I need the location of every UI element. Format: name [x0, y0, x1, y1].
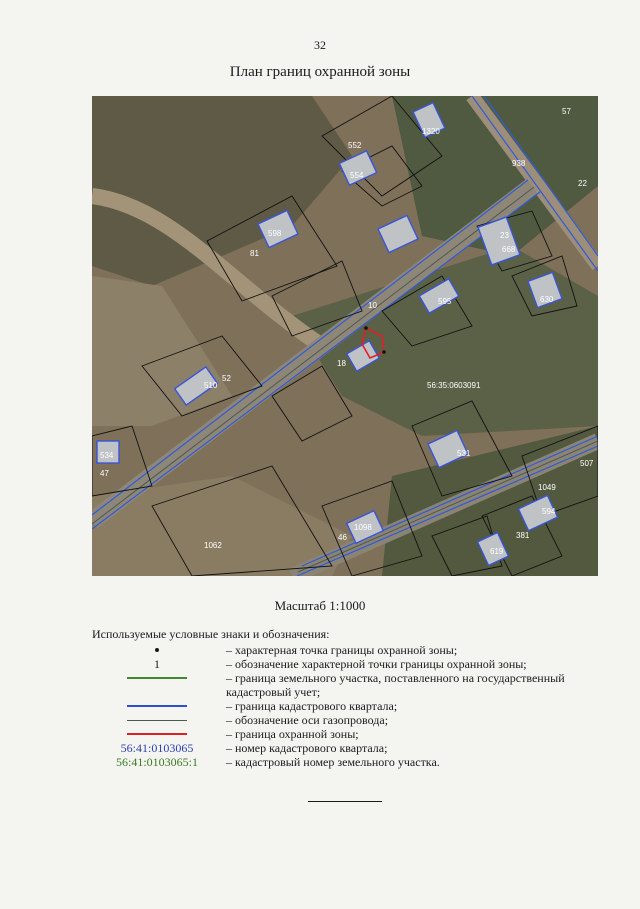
svg-text:1062: 1062	[204, 541, 222, 550]
legend	[92, 643, 612, 769]
svg-text:47: 47	[100, 469, 109, 478]
svg-text:23: 23	[500, 231, 509, 240]
page-title: План границ охранной зоны	[229, 64, 411, 80]
svg-text:46: 46	[338, 533, 347, 542]
svg-text:52: 52	[222, 374, 231, 383]
svg-text:1320: 1320	[422, 127, 440, 136]
legend-item-parcel-number: 56:41:0103065:1 – кадастровый номер земельного участка.	[115, 755, 440, 769]
end-rule	[308, 801, 382, 802]
svg-text:594: 594	[542, 507, 556, 516]
svg-text:1049: 1049	[538, 483, 556, 492]
page-number: 32	[314, 38, 326, 52]
svg-text:510: 510	[204, 381, 218, 390]
svg-text:668: 668	[502, 245, 516, 254]
svg-text:18: 18	[337, 359, 346, 368]
legend-heading: Используемые условные знаки и обозначения:	[92, 627, 330, 641]
svg-text:534: 534	[100, 451, 114, 460]
blue-line-icon	[127, 705, 187, 707]
svg-text:630: 630	[540, 295, 554, 304]
svg-text:552: 552	[348, 141, 362, 150]
green-line-icon	[127, 677, 187, 679]
svg-text:56:35:0603091: 56:35:0603091	[427, 381, 481, 390]
svg-text:22: 22	[578, 179, 587, 188]
legend-item-parcel-boundary: – граница земельного участка, поставленного на государственный кадастровый учет;	[92, 671, 612, 699]
svg-text:598: 598	[268, 229, 282, 238]
svg-text:1098: 1098	[354, 523, 372, 532]
svg-text:57: 57	[562, 107, 571, 116]
svg-text:938: 938	[512, 159, 526, 168]
legend-item-gas-pipeline-axis: – обозначение оси газопровода;	[92, 713, 612, 727]
map-scale: Масштаб 1:1000	[274, 598, 366, 613]
dark-line-icon	[127, 720, 187, 721]
svg-text:507: 507	[580, 459, 594, 468]
legend-item-block-number: 56:41:0103065 – номер кадастрового квартала;	[120, 741, 388, 755]
svg-text:531: 531	[457, 449, 471, 458]
boundary-point	[382, 350, 386, 354]
legend-item-cadastral-block-boundary: – граница кадастрового квартала;	[92, 699, 612, 713]
satellite-map	[92, 96, 598, 576]
point-marker-icon	[155, 648, 159, 652]
legend-item-protection-zone-boundary: – граница охранной зоны;	[92, 727, 612, 741]
red-line-icon	[127, 733, 187, 735]
svg-text:554: 554	[350, 171, 364, 180]
svg-text:381: 381	[516, 531, 530, 540]
svg-text:595: 595	[438, 297, 452, 306]
legend-item-point-label: 1 – обозначение характерной точки границы охранной зоны;	[154, 657, 527, 671]
svg-text:619: 619	[490, 547, 504, 556]
svg-text:10: 10	[368, 301, 377, 310]
svg-text:81: 81	[250, 249, 259, 258]
boundary-point	[364, 326, 368, 330]
legend-item-boundary-point: – характерная точка границы охранной зоны;	[92, 643, 612, 657]
